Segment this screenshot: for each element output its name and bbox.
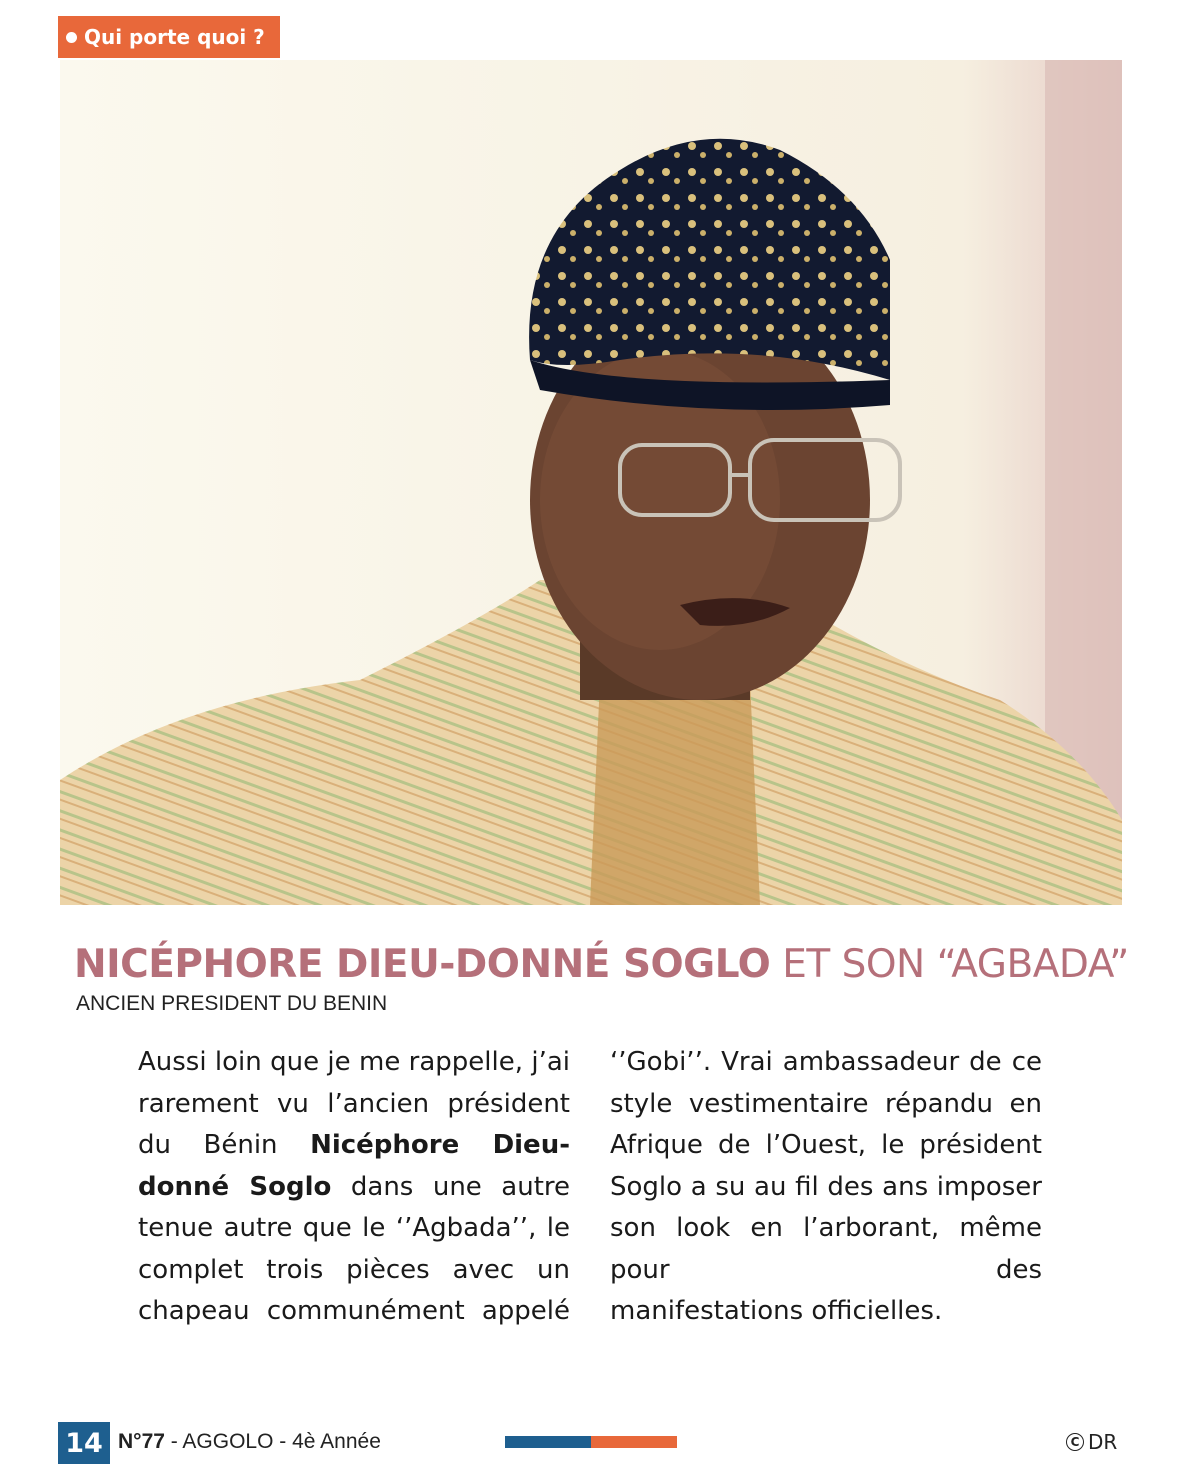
page-number: 14 [58, 1422, 110, 1464]
issue-rest: - AGGOLO - 4è Année [164, 1430, 381, 1453]
copyright-icon: C [1066, 1433, 1084, 1451]
right-last-line: manifestations officielles. [610, 1296, 943, 1326]
credit-text: DR [1088, 1430, 1118, 1454]
photo-credit [1066, 1430, 1117, 1454]
footer-bar-blue [505, 1436, 591, 1448]
article-column-right [610, 1042, 1042, 1333]
footer-bar-orange [591, 1436, 677, 1448]
right-body-text: ‘’Gobi’’. Vrai ambassadeur de ce style vestimentaire répandu en Afrique de l’Ouest, le président Soglo a su au fil des ans imposer son look en l’arborant, même pour des [610, 1047, 1042, 1285]
left-rest-text: dans une autre tenue autre que le ‘’Agbada’’, le complet trois pièces avec un chapeau communément appelé [138, 1171, 570, 1326]
article-headline [74, 940, 1129, 990]
headline-name: NICÉPHORE DIEU-DONNÉ SOGLO [74, 942, 771, 987]
left-name-bold: Nicéphore Dieu-donné Soglo [138, 1130, 570, 1202]
section-tag [58, 16, 280, 58]
article-column-left [138, 1042, 570, 1333]
portrait-illustration [60, 60, 1122, 905]
section-tag-label: Qui porte quoi ? [84, 25, 265, 49]
issue-number: N°77 [118, 1430, 165, 1453]
portrait-photo [60, 60, 1122, 905]
left-intro-text: Aussi loin que je me rappelle, j’ai rarement vu l’ancien président du Bénin [138, 1047, 570, 1160]
issue-label [118, 1430, 381, 1454]
headline-topic: ET SON “AGBADA” [770, 942, 1129, 987]
bullet-icon [66, 32, 77, 43]
article-subtitle: ANCIEN PRESIDENT DU BENIN [76, 992, 388, 1015]
